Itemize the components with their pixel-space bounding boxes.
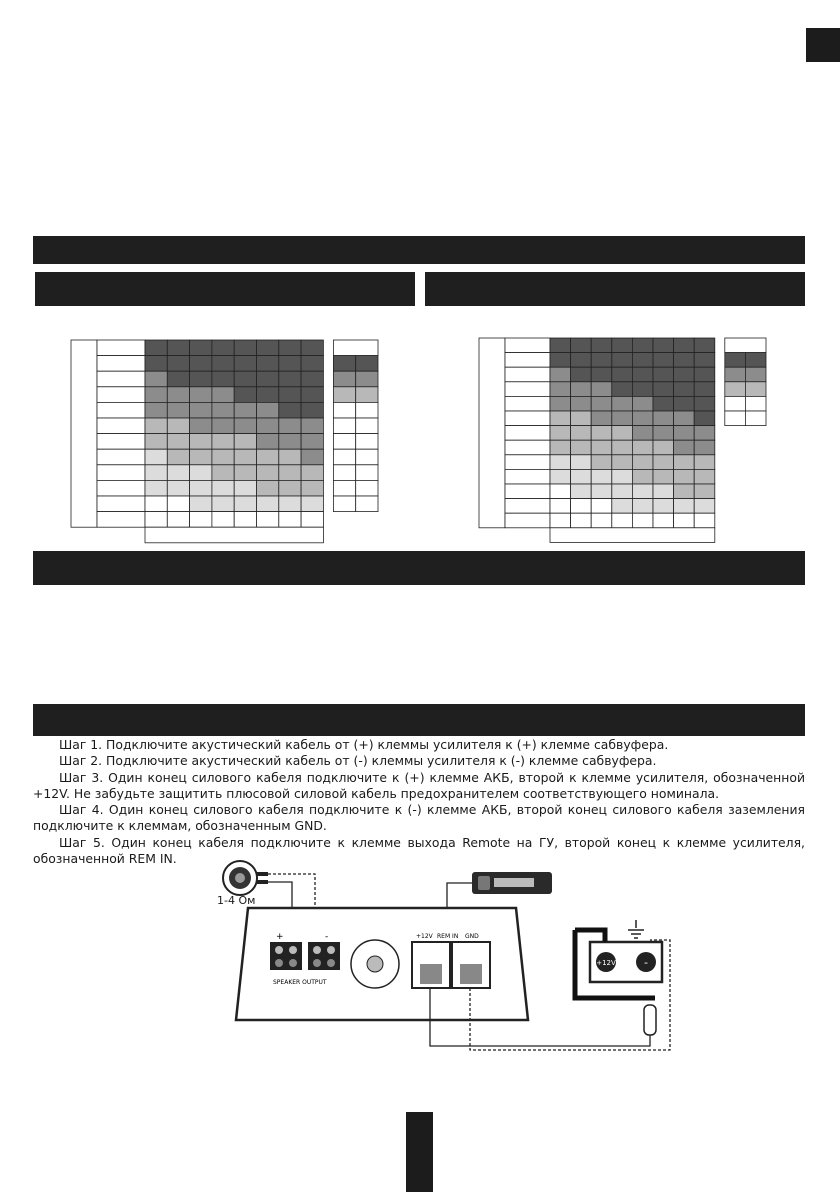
legend-cell xyxy=(356,434,378,450)
gauge-cell xyxy=(145,340,167,356)
row-label-cell xyxy=(97,371,145,387)
gauge-cell xyxy=(612,455,633,470)
gauge-cell xyxy=(167,371,189,387)
gauge-cell xyxy=(591,382,612,397)
column-label-cell xyxy=(694,513,715,528)
gauge-cell xyxy=(694,396,715,411)
gauge-cell xyxy=(591,367,612,382)
legend-cell xyxy=(745,367,766,382)
gauge-cell xyxy=(591,353,612,368)
legend-cell xyxy=(745,396,766,411)
terminal-rem-label: REM IN xyxy=(437,933,459,940)
subwoofer-icon xyxy=(223,861,268,895)
gauge-cell xyxy=(571,484,592,499)
row-label-cell xyxy=(505,353,550,368)
gauge-cell xyxy=(234,371,256,387)
gauge-cell xyxy=(234,434,256,450)
gauge-cell xyxy=(279,371,301,387)
gauge-cell xyxy=(145,356,167,372)
gauge-cell xyxy=(653,484,674,499)
legend-cell xyxy=(356,387,378,403)
gauge-cell xyxy=(257,434,279,450)
gauge-cell xyxy=(571,499,592,514)
row-group-label-cell xyxy=(71,340,97,527)
legend-cell xyxy=(356,402,378,418)
minus-label: - xyxy=(325,932,329,942)
gauge-cell xyxy=(212,340,234,356)
column-label-cell xyxy=(674,513,695,528)
gauge-cell xyxy=(145,387,167,403)
gauge-cell xyxy=(212,465,234,481)
legend-cell xyxy=(725,353,746,368)
gauge-cell xyxy=(190,356,212,372)
gauge-cell xyxy=(632,353,653,368)
gauge-cell xyxy=(694,440,715,455)
gauge-cell xyxy=(571,455,592,470)
gauge-cell xyxy=(591,499,612,514)
section-header-bar-3 xyxy=(33,704,805,736)
gauge-cell xyxy=(632,499,653,514)
gauge-cell xyxy=(653,353,674,368)
legend-cell xyxy=(333,371,355,387)
gauge-cell xyxy=(591,411,612,426)
row-label-cell xyxy=(97,387,145,403)
gauge-cell xyxy=(257,387,279,403)
legend-cell xyxy=(745,353,766,368)
legend-cell xyxy=(725,382,746,397)
impedance-label: 1-4 Ом xyxy=(217,894,256,907)
row-label-cell xyxy=(505,382,550,397)
row-label-cell xyxy=(97,512,145,528)
gauge-cell xyxy=(301,480,323,496)
gauge-cell xyxy=(653,411,674,426)
gauge-cell xyxy=(190,371,212,387)
axis-caption-cell xyxy=(550,528,715,543)
instruction-step-2: Шаг 2. Подключите акустический кабель от (-) клеммы усилителя к (-) клемме сабвуфера. xyxy=(59,753,657,769)
gauge-cell xyxy=(190,340,212,356)
gauge-cell xyxy=(212,387,234,403)
fuse-icon xyxy=(644,1005,656,1035)
gauge-cell xyxy=(301,387,323,403)
gauge-cell xyxy=(674,440,695,455)
gauge-cell xyxy=(145,449,167,465)
gauge-cell xyxy=(612,499,633,514)
gauge-cell xyxy=(550,455,571,470)
legend-cell xyxy=(356,465,378,481)
gauge-cell xyxy=(653,382,674,397)
gauge-cell xyxy=(550,426,571,441)
legend-header-cell xyxy=(333,340,378,356)
row-label-cell xyxy=(97,402,145,418)
gauge-cell xyxy=(234,387,256,403)
legend-cell xyxy=(333,387,355,403)
gauge-cell xyxy=(145,434,167,450)
gauge-cell xyxy=(257,418,279,434)
gauge-cell xyxy=(550,382,571,397)
gauge-cell xyxy=(167,480,189,496)
gauge-cell xyxy=(591,440,612,455)
gauge-cell xyxy=(694,484,715,499)
gauge-cell xyxy=(591,455,612,470)
axis-caption-cell xyxy=(145,527,323,543)
column-label-cell xyxy=(550,513,571,528)
gauge-cell xyxy=(591,484,612,499)
gauge-cell xyxy=(257,371,279,387)
instruction-step-1: Шаг 1. Подключите акустический кабель от (+) клеммы усилителя к (+) клемме сабвуфера. xyxy=(59,737,669,752)
battery-plus-label: +12V xyxy=(596,959,616,967)
gauge-cell xyxy=(279,496,301,512)
column-label-cell xyxy=(145,512,167,528)
legend-cell xyxy=(333,449,355,465)
row-label-cell xyxy=(505,411,550,426)
gauge-cell xyxy=(301,402,323,418)
gauge-cell xyxy=(279,356,301,372)
gauge-cell xyxy=(571,426,592,441)
gauge-cell xyxy=(212,418,234,434)
gauge-cell xyxy=(674,426,695,441)
legend-cell xyxy=(356,371,378,387)
gauge-cell xyxy=(591,396,612,411)
gauge-cell xyxy=(234,449,256,465)
row-label-cell xyxy=(505,440,550,455)
gauge-cell xyxy=(694,367,715,382)
row-label-cell xyxy=(97,434,145,450)
gauge-cell xyxy=(694,382,715,397)
gauge-cell xyxy=(653,469,674,484)
legend-cell xyxy=(356,480,378,496)
gauge-cell xyxy=(301,340,323,356)
legend-cell xyxy=(356,449,378,465)
gauge-cell xyxy=(212,434,234,450)
gauge-cell xyxy=(301,418,323,434)
gauge-cell xyxy=(694,338,715,353)
gauge-cell xyxy=(591,469,612,484)
gauge-cell xyxy=(674,484,695,499)
gauge-cell xyxy=(212,402,234,418)
gauge-cell xyxy=(145,402,167,418)
legend-cell xyxy=(333,356,355,372)
column-label-cell xyxy=(571,513,592,528)
gauge-cell xyxy=(612,469,633,484)
gauge-tables xyxy=(0,0,840,560)
gauge-cell xyxy=(653,499,674,514)
gauge-cell xyxy=(167,356,189,372)
gauge-cell xyxy=(279,480,301,496)
gauge-cell xyxy=(612,411,633,426)
gauge-cell xyxy=(632,440,653,455)
row-label-cell xyxy=(505,484,550,499)
gauge-cell xyxy=(212,356,234,372)
gauge-cell xyxy=(301,356,323,372)
legend-header-cell xyxy=(725,338,766,353)
gauge-cell xyxy=(571,382,592,397)
gauge-cell xyxy=(612,367,633,382)
gauge-cell xyxy=(190,387,212,403)
gauge-cell xyxy=(694,426,715,441)
gauge-cell xyxy=(190,449,212,465)
legend-cell xyxy=(745,411,766,426)
gauge-cell xyxy=(674,469,695,484)
row-label-cell xyxy=(97,449,145,465)
gauge-cell xyxy=(612,353,633,368)
gauge-cell xyxy=(257,402,279,418)
row-label-cell xyxy=(505,499,550,514)
row-label-cell xyxy=(97,356,145,372)
gauge-cell xyxy=(279,340,301,356)
gauge-cell xyxy=(234,480,256,496)
gauge-cell xyxy=(571,411,592,426)
legend-cell xyxy=(725,367,746,382)
gauge-cell xyxy=(167,496,189,512)
head-unit-icon xyxy=(472,872,552,894)
instruction-step-4: Шаг 4. Один конец силового кабеля подключите к (-) клемме АКБ, второй конец силового кабеля заземления подключите к клеммам, обозначенным GND. xyxy=(33,802,805,834)
gauge-cell xyxy=(612,338,633,353)
gauge-cell xyxy=(612,426,633,441)
row-label-cell xyxy=(505,426,550,441)
connection-instructions xyxy=(33,737,805,867)
gauge-cell xyxy=(653,440,674,455)
row-label-cell xyxy=(505,469,550,484)
legend-cell xyxy=(725,396,746,411)
gauge-cell xyxy=(653,338,674,353)
gauge-cell xyxy=(190,465,212,481)
gauge-cell xyxy=(571,396,592,411)
gauge-cell xyxy=(632,396,653,411)
row-label-cell xyxy=(505,455,550,470)
battery-icon xyxy=(590,942,662,982)
terminal-gnd-label: GND xyxy=(465,933,479,940)
gauge-cell xyxy=(145,418,167,434)
column-label-cell xyxy=(234,512,256,528)
column-label-cell xyxy=(632,513,653,528)
gauge-cell xyxy=(190,434,212,450)
gauge-cell xyxy=(550,440,571,455)
legend-cell xyxy=(333,496,355,512)
legend-cell xyxy=(356,418,378,434)
gauge-cell xyxy=(167,465,189,481)
gauge-cell xyxy=(674,455,695,470)
gauge-cell xyxy=(591,338,612,353)
gauge-cell xyxy=(632,455,653,470)
gauge-cell xyxy=(301,371,323,387)
gauge-cell xyxy=(550,484,571,499)
gauge-cell xyxy=(550,411,571,426)
gauge-cell xyxy=(694,411,715,426)
gauge-cell xyxy=(632,411,653,426)
gauge-cell xyxy=(653,455,674,470)
gauge-cell xyxy=(632,338,653,353)
gauge-cell xyxy=(550,367,571,382)
legend-cell xyxy=(333,418,355,434)
gauge-cell xyxy=(612,484,633,499)
legend-cell xyxy=(356,496,378,512)
gauge-cell xyxy=(694,353,715,368)
gauge-cell xyxy=(234,418,256,434)
row-label-cell xyxy=(505,338,550,353)
column-label-cell xyxy=(612,513,633,528)
gauge-cell xyxy=(257,496,279,512)
legend-cell xyxy=(745,382,766,397)
section-header-bar-2 xyxy=(33,551,805,585)
row-label-cell xyxy=(97,496,145,512)
legend-cell xyxy=(333,402,355,418)
gauge-cell xyxy=(279,434,301,450)
instruction-step-3: Шаг 3. Один конец силового кабеля подключите к (+) клемме АКБ, второй к клемме усилителя, обозначенной +12V. Не забудьте защитить плюсовой силовой кабель предохранителем соответствующего номинала. xyxy=(33,769,805,801)
gauge-cell xyxy=(167,434,189,450)
gauge-cell xyxy=(167,449,189,465)
gauge-cell xyxy=(279,387,301,403)
gauge-cell xyxy=(145,465,167,481)
terminal-12v-label: +12V xyxy=(416,933,433,940)
gauge-cell xyxy=(257,356,279,372)
column-label-cell xyxy=(301,512,323,528)
row-label-cell xyxy=(97,418,145,434)
gauge-cell xyxy=(234,465,256,481)
gauge-cell xyxy=(212,371,234,387)
gauge-cell xyxy=(212,480,234,496)
column-label-cell xyxy=(591,513,612,528)
gauge-cell xyxy=(212,449,234,465)
gauge-cell xyxy=(167,402,189,418)
column-label-cell xyxy=(257,512,279,528)
legend-cell xyxy=(333,434,355,450)
plus-label: + xyxy=(276,932,284,942)
row-label-cell xyxy=(97,465,145,481)
gauge-cell xyxy=(632,382,653,397)
ground-icon xyxy=(628,920,644,938)
gauge-cell xyxy=(674,338,695,353)
gauge-cell xyxy=(612,382,633,397)
row-label-cell xyxy=(505,513,550,528)
legend-cell xyxy=(333,480,355,496)
gauge-cell xyxy=(167,418,189,434)
gauge-cell xyxy=(257,480,279,496)
wiring-diagram xyxy=(0,850,840,1060)
instruction-step-5: Шаг 5. Один конец кабеля подключите к клемме выхода Remote на ГУ, второй конец к клемме усилителя, обозначенной REM IN. xyxy=(33,834,805,867)
gauge-cell xyxy=(694,469,715,484)
gauge-cell xyxy=(674,353,695,368)
gauge-cell xyxy=(190,480,212,496)
gauge-cell xyxy=(234,496,256,512)
gauge-cell xyxy=(257,340,279,356)
gauge-cell xyxy=(257,449,279,465)
gauge-cell xyxy=(234,340,256,356)
gauge-cell xyxy=(571,469,592,484)
gauge-cell xyxy=(550,499,571,514)
wire-gauge-table-right xyxy=(479,338,766,542)
gauge-cell xyxy=(167,340,189,356)
gauge-cell xyxy=(145,371,167,387)
gauge-cell xyxy=(190,496,212,512)
gauge-cell xyxy=(674,396,695,411)
gauge-cell xyxy=(591,426,612,441)
gauge-cell xyxy=(571,440,592,455)
gauge-cell xyxy=(612,396,633,411)
gauge-cell xyxy=(301,465,323,481)
row-label-cell xyxy=(505,367,550,382)
gauge-cell xyxy=(279,402,301,418)
battery-minus-label: - xyxy=(644,956,648,969)
gauge-cell xyxy=(550,338,571,353)
wire-gauge-table-left xyxy=(71,340,378,543)
gauge-cell xyxy=(301,496,323,512)
legend-cell xyxy=(356,356,378,372)
column-label-cell xyxy=(167,512,189,528)
row-label-cell xyxy=(505,396,550,411)
gauge-cell xyxy=(145,496,167,512)
gauge-cell xyxy=(653,367,674,382)
gauge-cell xyxy=(550,396,571,411)
gauge-cell xyxy=(145,480,167,496)
gauge-cell xyxy=(653,396,674,411)
gauge-cell xyxy=(279,449,301,465)
gauge-cell xyxy=(279,465,301,481)
legend-cell xyxy=(333,465,355,481)
gauge-cell xyxy=(674,499,695,514)
speaker-output-label: SPEAKER OUTPUT xyxy=(273,979,327,986)
gauge-cell xyxy=(550,353,571,368)
row-group-label-cell xyxy=(479,338,505,528)
gauge-cell xyxy=(212,496,234,512)
column-label-cell xyxy=(190,512,212,528)
column-label-cell xyxy=(279,512,301,528)
gauge-cell xyxy=(234,356,256,372)
amplifier-icon xyxy=(236,908,528,1020)
gauge-cell xyxy=(301,449,323,465)
column-label-cell xyxy=(212,512,234,528)
gauge-cell xyxy=(674,382,695,397)
gauge-cell xyxy=(279,418,301,434)
gauge-cell xyxy=(234,402,256,418)
gauge-cell xyxy=(571,338,592,353)
gauge-cell xyxy=(571,367,592,382)
gauge-cell xyxy=(632,426,653,441)
gauge-cell xyxy=(632,367,653,382)
gauge-cell xyxy=(167,387,189,403)
row-label-cell xyxy=(97,480,145,496)
gauge-cell xyxy=(190,418,212,434)
gauge-cell xyxy=(632,469,653,484)
gauge-cell xyxy=(694,455,715,470)
gauge-cell xyxy=(301,434,323,450)
gauge-cell xyxy=(550,469,571,484)
column-label-cell xyxy=(653,513,674,528)
gauge-cell xyxy=(674,367,695,382)
legend-cell xyxy=(725,411,746,426)
gauge-cell xyxy=(612,440,633,455)
gauge-cell xyxy=(190,402,212,418)
gauge-cell xyxy=(632,484,653,499)
gauge-cell xyxy=(571,353,592,368)
gauge-cell xyxy=(257,465,279,481)
gauge-cell xyxy=(674,411,695,426)
gauge-cell xyxy=(694,499,715,514)
gauge-cell xyxy=(653,426,674,441)
row-label-cell xyxy=(97,340,145,356)
page-number-tab xyxy=(406,1112,433,1192)
